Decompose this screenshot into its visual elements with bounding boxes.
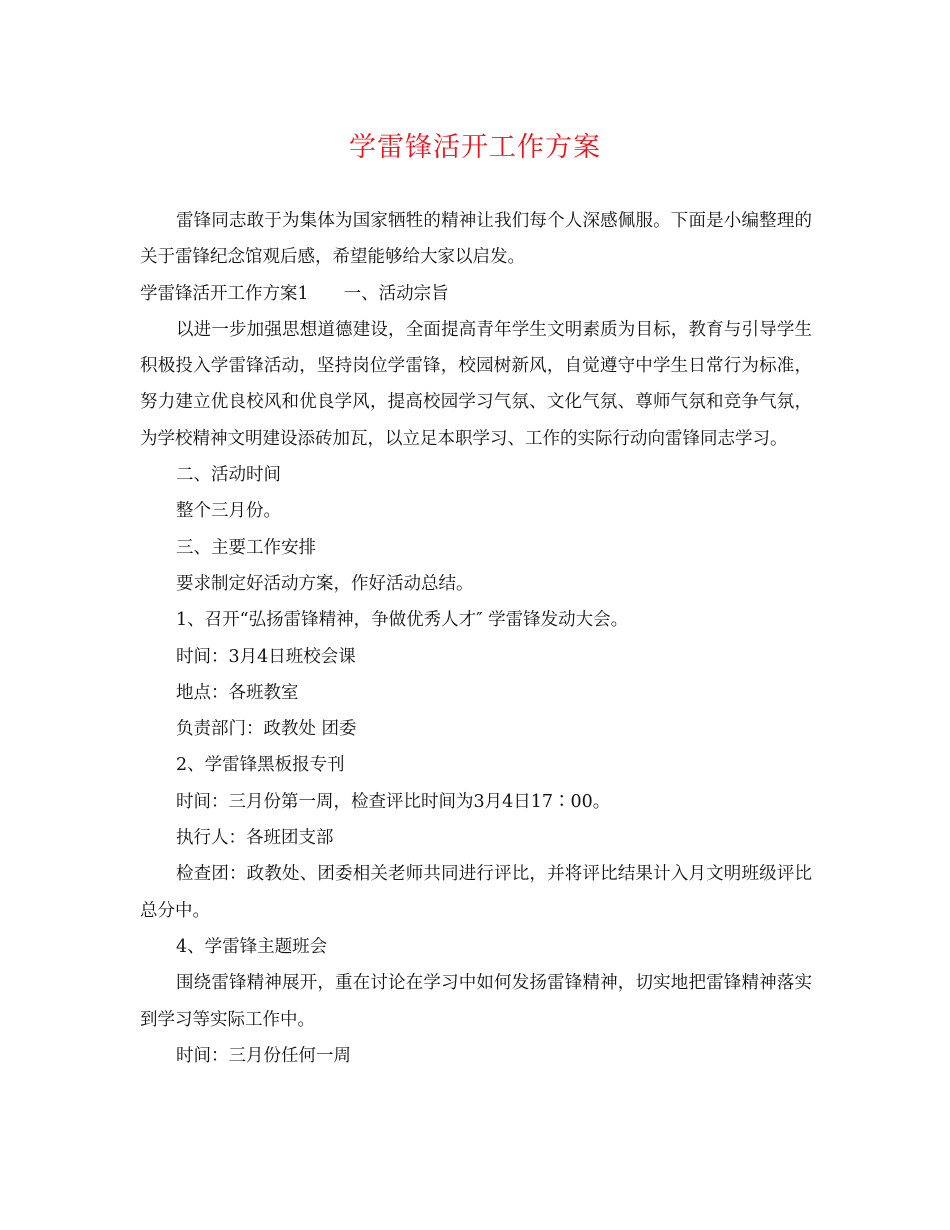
paragraph: 时间：三月份任何一周 [176,1045,351,1066]
paragraph: 1、召开“弘扬雷锋精神，争做优秀人才″ 学雷锋发动大会。 [176,610,629,631]
paragraph: 学雷锋活开工作方案1 一、活动宗旨 [140,283,449,304]
paragraph: 检查团：政教处、团委相关老师共同进行评比，并将评比结果计入月文明班级评比总分中。 [140,864,812,921]
paragraph: 4、学雷锋主题班会 [176,936,328,957]
paragraph: 时间：3月4日班校会课 [176,646,356,667]
paragraph: 二、活动时间 [176,465,281,486]
paragraph: 地点：各班教室 [176,682,299,703]
paragraph: 以进一步加强思想道德建设，全面提高青年学生文明素质为目标，教育与引导学生积极投入学雷锋活动，坚持岗位学雷锋，校园树新风，自觉遵守中学生日常行为标准，努力建立优良校风和优良学风，提高校园学习气氛、文化气氛、尊师气氛和竞争气氛，为学校精神文明建设添砖加瓦，以立足本职学习、工作的实际行动向雷锋同志学习。 [140,319,812,449]
paragraph: 执行人：各班团支部 [176,828,334,849]
paragraph: 围绕雷锋精神展开，重在讨论在学习中如何发扬雷锋精神，切实地把雷锋精神落实到学习等实际工作中。 [140,973,812,1030]
paragraph: 雷锋同志敢于为集体为国家牺牲的精神让我们每个人深感佩服。下面是小编整理的关于雷锋纪念馆观后感，希望能够给大家以启发。 [140,211,812,268]
paragraph: 整个三月份。 [176,501,281,522]
paragraph: 时间：三月份第一周，检查评比时间为3月4日17∶00。 [176,791,611,812]
document-title: 学雷锋活开工作方案 [349,132,601,163]
paragraph: 三、主要工作安排 [176,537,316,558]
document-body [140,203,812,1074]
paragraph: 2、学雷锋黑板报专刊 [176,755,345,776]
paragraph: 要求制定好活动方案，作好活动总结。 [176,573,474,594]
paragraph: 负责部门：政教处 团委 [176,719,357,740]
